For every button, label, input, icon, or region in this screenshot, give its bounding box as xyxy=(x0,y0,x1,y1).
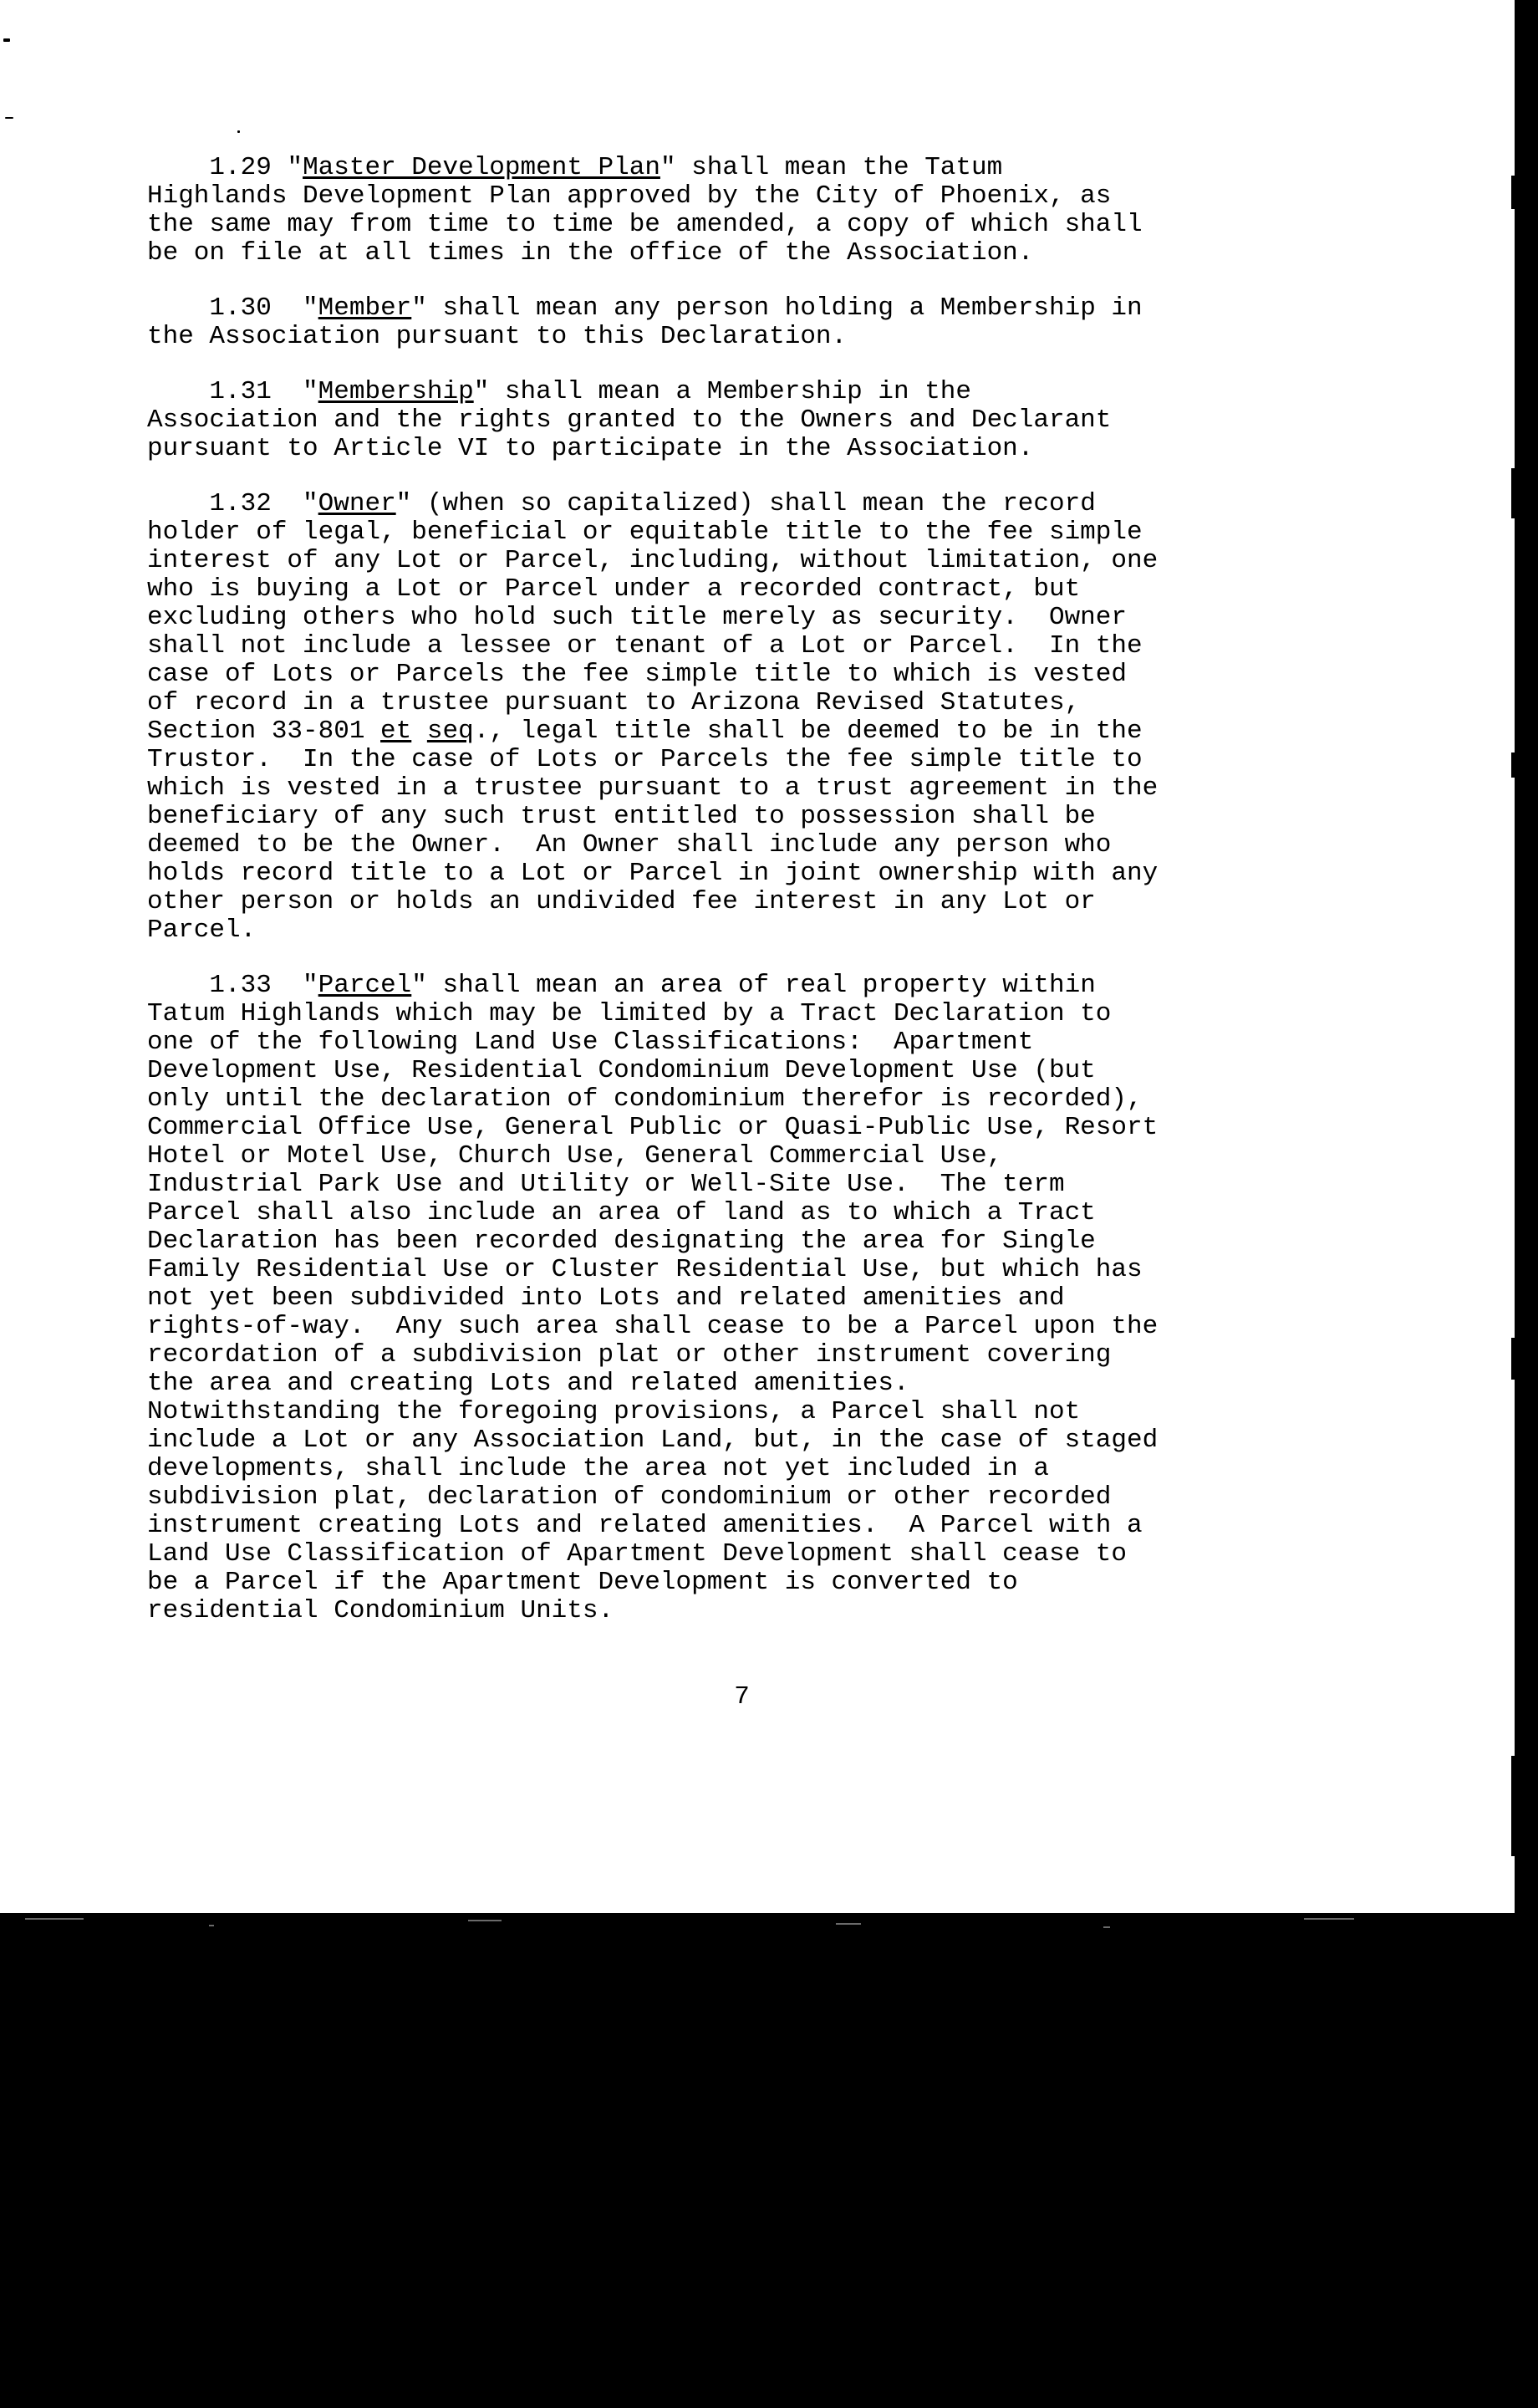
right-edge-mark xyxy=(1511,468,1515,518)
section-text: subdivision plat, declaration of condominium or other recorded xyxy=(147,1482,1112,1512)
right-edge-mark xyxy=(1511,1338,1515,1380)
section-text: holds record title to a Lot or Parcel in joint ownership with any xyxy=(147,859,1159,888)
scan-noise-streak xyxy=(209,1925,214,1926)
scan-speck-dot xyxy=(237,130,240,133)
section-text: be a Parcel if the Apartment Development is converted to xyxy=(147,1568,1018,1597)
section-text: shall not include a lessee or tenant of a Lot or Parcel. In the xyxy=(147,631,1143,661)
latin-et: et xyxy=(380,717,412,746)
section-1-33 xyxy=(147,972,1351,1625)
citation-suffix: ., legal title shall be deemed to be in the xyxy=(473,717,1143,746)
section-1-31 xyxy=(147,378,1351,463)
defined-term: Owner xyxy=(318,489,396,518)
section-first-line: 1.29 "Master Development Plan" shall mean the Tatum xyxy=(209,153,1003,182)
section-text: the area and creating Lots and related amenities. xyxy=(147,1369,909,1398)
defined-term: Member xyxy=(318,293,412,323)
page-number: 7 xyxy=(734,1682,750,1712)
section-text: not yet been subdivided into Lots and related amenities and xyxy=(147,1283,1065,1313)
section-number: 1.32 xyxy=(209,489,272,518)
scan-bottom-noise xyxy=(0,1913,1538,1946)
section-text: shall mean an area of real property within xyxy=(442,971,1096,1000)
section-text: developments, shall include the area not yet included in a xyxy=(147,1454,1049,1483)
section-text: Tatum Highlands which may be limited by a Tract Declaration to xyxy=(147,999,1112,1028)
section-text: interest of any Lot or Parcel, including, without limitation, one xyxy=(147,546,1159,575)
section-text: Family Residential Use or Cluster Residential Use, but which has xyxy=(147,1255,1143,1284)
section-text: Industrial Park Use and Utility or Well-Site Use. The term xyxy=(147,1170,1065,1199)
scan-speck-left xyxy=(5,117,13,119)
section-number: 1.29 xyxy=(209,153,272,182)
section-text: (when so capitalized) shall mean the record xyxy=(426,489,1096,518)
section-text: Association and the rights granted to the Owners and Declarant xyxy=(147,406,1112,435)
section-first-line: 1.31 "Membership" shall mean a Membership in the xyxy=(209,377,971,406)
section-text: the Association pursuant to this Declaration. xyxy=(147,322,848,351)
right-edge-mark xyxy=(1511,1756,1515,1856)
scan-noise-streak xyxy=(25,1918,84,1920)
section-number: 1.30 xyxy=(209,293,272,323)
latin-seq: seq xyxy=(426,717,474,746)
section-text: shall mean a Membership in the xyxy=(504,377,971,406)
section-text: Notwithstanding the foregoing provisions, a Parcel shall not xyxy=(147,1397,1081,1426)
section-text: be on file at all times in the office of the Association. xyxy=(147,238,1034,268)
section-first-line: 1.30 "Member" shall mean any person holding a Membership in xyxy=(209,293,1143,323)
citation-prefix: Section 33-801 xyxy=(147,717,381,746)
right-edge-mark xyxy=(1511,752,1515,778)
section-text: include a Lot or any Association Land, but, in the case of staged xyxy=(147,1426,1159,1455)
section-text: Highlands Development Plan approved by the City of Phoenix, as xyxy=(147,181,1112,211)
section-number: 1.33 xyxy=(209,971,272,1000)
document-body xyxy=(147,154,1351,1652)
section-text: which is vested in a trustee pursuant to a trust agreement in the xyxy=(147,773,1159,803)
section-text: residential Condominium Units. xyxy=(147,1596,614,1625)
section-1-30 xyxy=(147,294,1351,351)
right-edge-mark xyxy=(1511,176,1515,209)
section-1-32 xyxy=(147,490,1351,945)
scan-noise-streak xyxy=(468,1920,502,1921)
section-text: the same may from time to time be amended, a copy of which shall xyxy=(147,210,1143,239)
section-text: rights-of-way. Any such area shall cease to be a Parcel upon the xyxy=(147,1312,1159,1341)
section-text: recordation of a subdivision plat or other instrument covering xyxy=(147,1340,1112,1370)
section-text: of record in a trustee pursuant to Arizona Revised Statutes, xyxy=(147,688,1081,717)
section-text: beneficiary of any such trust entitled to possession shall be xyxy=(147,802,1096,831)
scan-noise-streak xyxy=(1304,1918,1354,1920)
section-text: Declaration has been recorded designating the area for Single xyxy=(147,1227,1096,1256)
section-text: one of the following Land Use Classifications: Apartment xyxy=(147,1028,1034,1057)
scan-noise-streak xyxy=(836,1923,861,1925)
section-text: Development Use, Residential Condominium Development Use (but xyxy=(147,1056,1096,1085)
section-text-with-citation xyxy=(147,717,1351,746)
section-text: deemed to be the Owner. An Owner shall include any person who xyxy=(147,830,1112,860)
section-text: shall mean the Tatum xyxy=(691,153,1003,182)
section-text: Land Use Classification of Apartment Development shall cease to xyxy=(147,1539,1127,1569)
defined-term: Parcel xyxy=(318,971,412,1000)
section-text: who is buying a Lot or Parcel under a recorded contract, but xyxy=(147,574,1081,604)
section-text: Trustor. In the case of Lots or Parcels the fee simple title to xyxy=(147,745,1143,774)
section-text: case of Lots or Parcels the fee simple title to which is vested xyxy=(147,660,1127,689)
section-text: Parcel. xyxy=(147,916,257,945)
section-first-line: 1.33 "Parcel" shall mean an area of real property within xyxy=(209,971,1096,1000)
section-text: Parcel shall also include an area of land as to which a Tract xyxy=(147,1198,1096,1227)
section-text: excluding others who hold such title merely as security. Owner xyxy=(147,603,1127,632)
latin-space xyxy=(411,717,427,746)
section-text: pursuant to Article VI to participate in the Association. xyxy=(147,434,1034,463)
section-text: Hotel or Motel Use, Church Use, General Commercial Use, xyxy=(147,1141,1003,1171)
section-text: only until the declaration of condominium therefor is recorded), xyxy=(147,1084,1143,1114)
section-text: other person or holds an undivided fee interest in any Lot or xyxy=(147,887,1096,916)
section-1-29 xyxy=(147,154,1351,268)
section-text: holder of legal, beneficial or equitable title to the fee simple xyxy=(147,518,1143,547)
defined-term: Master Development Plan xyxy=(303,153,660,182)
section-number: 1.31 xyxy=(209,377,272,406)
section-text: Commercial Office Use, General Public or Quasi-Public Use, Resort xyxy=(147,1113,1159,1142)
section-first-line: 1.32 "Owner" (when so capitalized) shall mean the record xyxy=(209,489,1096,518)
scan-speck-top-left xyxy=(3,38,10,42)
scan-noise-streak xyxy=(1103,1926,1110,1928)
defined-term: Membership xyxy=(318,377,474,406)
section-text: shall mean any person holding a Membership in xyxy=(442,293,1143,323)
section-text: instrument creating Lots and related amenities. A Parcel with a xyxy=(147,1511,1143,1540)
